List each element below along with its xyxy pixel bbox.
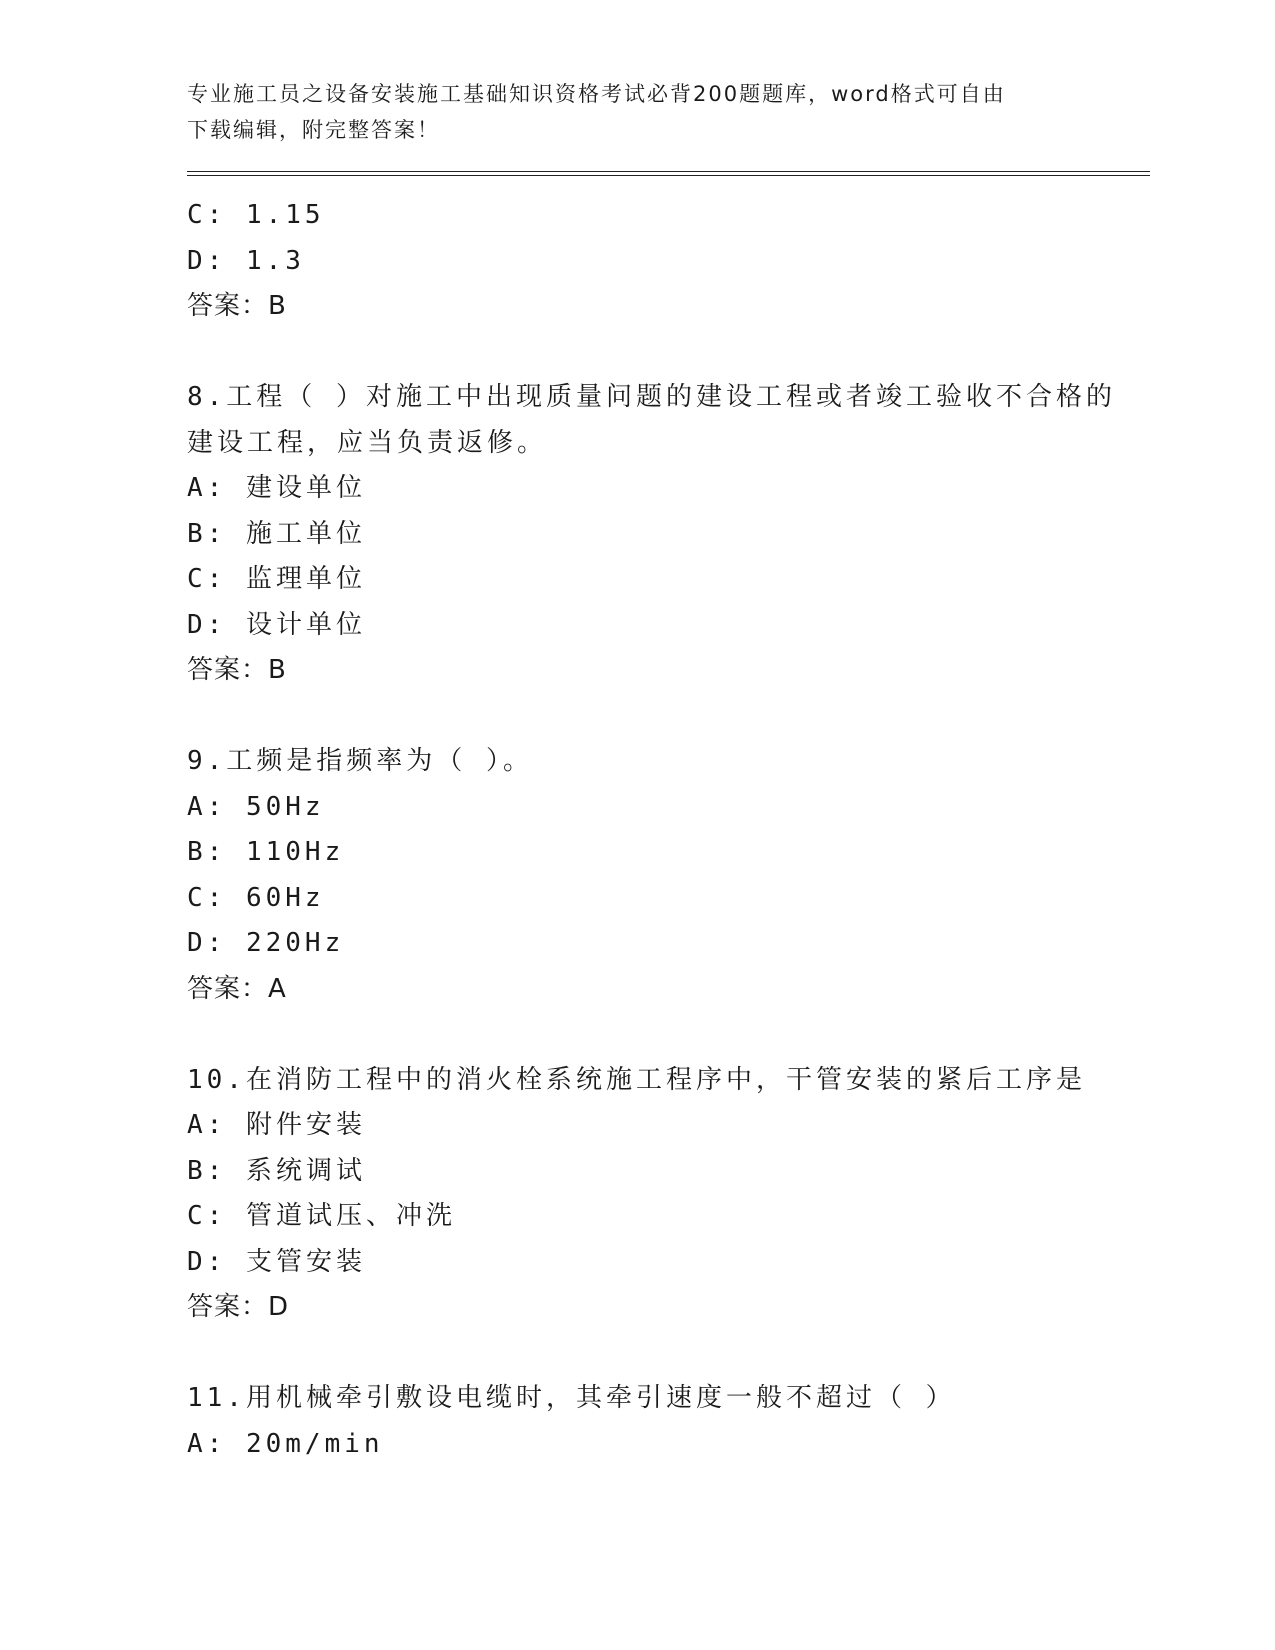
option-d: D: 1.3 (187, 245, 305, 276)
option-c: C: 1.15 (187, 200, 325, 230)
answer: 答案：D (187, 1292, 290, 1322)
spacer (187, 1331, 1147, 1377)
answer: 答案：A (187, 973, 287, 1004)
spacer (187, 330, 1147, 376)
option-a: A: 50Hz (187, 791, 325, 822)
option-c: C: 管道试压、冲洗 (187, 1201, 456, 1231)
header-line-2: 下载编辑，附完整答案！ (187, 118, 440, 142)
option-c: C: 60Hz (187, 882, 325, 913)
option-a: A: 20m/min (187, 1428, 384, 1459)
question-list (187, 193, 1147, 1467)
spacer (187, 1012, 1147, 1058)
spacer (187, 694, 1147, 740)
header-rule-top (187, 171, 1150, 172)
option-a: A: 建设单位 (187, 473, 366, 503)
answer: 答案：B (187, 291, 287, 321)
option-b: B: 施工单位 (187, 518, 366, 549)
header-line-1: 专业施工员之设备安装施工基础知识资格考试必背200题题库，word格式可自由 (187, 82, 1006, 106)
question-stem: 10.在消防工程中的消火栓系统施工程序中，干管安装的紧后工序是 (187, 1064, 1086, 1095)
question-stem: 建设工程，应当负责返修。 (187, 427, 548, 458)
option-d: D: 支管安装 (187, 1246, 366, 1277)
option-b: B: 系统调试 (187, 1155, 366, 1186)
question-stem: 11.用机械牵引敷设电缆时，其牵引速度一般不超过（ ） (187, 1383, 956, 1413)
question-stem: 8.工程（ ）对施工中出现质量问题的建设工程或者竣工验收不合格的 (187, 382, 1116, 412)
answer: 答案：B (187, 655, 287, 685)
option-b: B: 110Hz (187, 837, 345, 867)
document-header (187, 76, 1087, 148)
question-stem: 9.工频是指频率为（ ）。 (187, 746, 533, 776)
header-rule-bottom (187, 175, 1150, 176)
option-d: D: 220Hz (187, 928, 345, 958)
option-a: A: 附件安装 (187, 1110, 366, 1140)
option-c: C: 监理单位 (187, 564, 366, 594)
option-d: D: 设计单位 (187, 609, 366, 640)
